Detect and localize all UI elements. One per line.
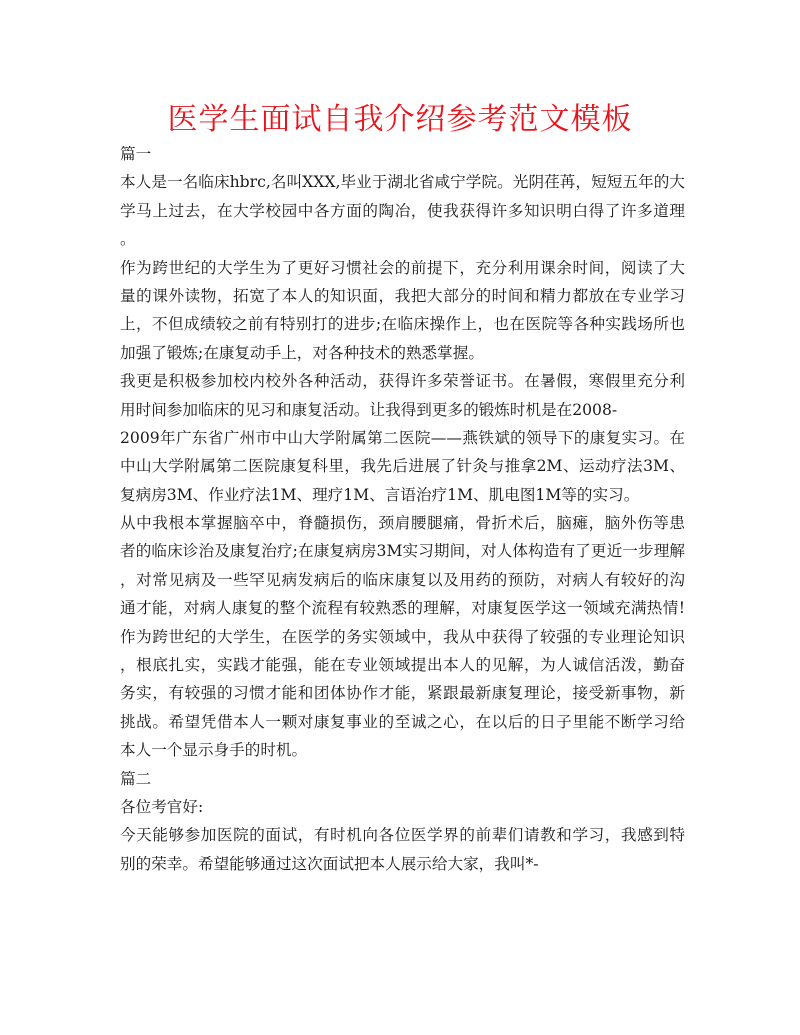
text-line: 加强了锻炼;在康复动手上，对各种技术的熟悉掌握。: [120, 343, 484, 362]
text-line: 篇一: [120, 145, 152, 163]
text-line: 中山大学附属第二医院康复科里，我先后进展了针灸与推拿2M、运动疗法3M、: [120, 457, 685, 476]
text-line: 我更是积极参加校内校外各种活动，获得许多荣誉证书。在暑假，寒假里充分利: [120, 372, 685, 391]
text-line: 量的课外读物，拓宽了本人的知识面，我把大部分的时间和精力都放在专业学习: [120, 286, 685, 305]
text-line: 学马上过去，在大学校园中各方面的陶冶，使我获得许多知识明白得了许多道理: [120, 201, 685, 220]
text-line: 务实，有较强的习惯才能和团体协作才能，紧跟最新康复理论，接受新事物，新: [120, 684, 685, 703]
text-line: 本人一个显示身手的时机。: [120, 741, 308, 760]
text-line: 篇二: [120, 769, 152, 788]
text-line: 别的荣幸。希望能够通过这次面试把本人展示给大家，我叫*-: [120, 854, 539, 873]
text-line: ，对常见病及一些罕见病发病后的临床康复以及用药的预防，对病人有较好的沟: [120, 570, 685, 589]
text-line: 作为跨世纪的大学生，在医学的务实领域中，我从中获得了较强的专业理论知识: [120, 627, 685, 646]
text-line: 。: [120, 230, 136, 249]
text-line: 上，不但成绩较之前有特别打的进步;在临床操作上，也在医院等各种实践场所也: [120, 315, 685, 334]
text-line: 从中我根本掌握脑卒中，脊髓损伤，颈肩腰腿痛，骨折术后，脑瘫，脑外伤等患: [120, 514, 685, 533]
text-line: 通才能，对病人康复的整个流程有较熟悉的理解，对康复医学这一领域充满热情!: [120, 599, 685, 618]
text-line: 作为跨世纪的大学生为了更好习惯社会的前提下，充分利用课余时间，阅读了大: [120, 258, 685, 277]
text-line: 用时间参加临床的见习和康复活动。让我得到更多的锻炼时机是在2008-: [120, 400, 618, 419]
document-title: 医学生面试自我介绍参考范文模板: [167, 102, 633, 137]
text-line: ，根底扎实，实践才能强，能在专业领域提出本人的见解，为人诚信活泼，勤奋: [120, 656, 685, 675]
text-line: 2009年广东省广州市中山大学附属第二医院——燕铁斌的领导下的康复实习。在: [120, 428, 685, 447]
text-line: 挑战。希望凭借本人一颗对康复事业的至诚之心，在以后的日子里能不断学习给: [120, 712, 685, 731]
text-line: 各位考官好:: [120, 797, 204, 816]
text-line: 者的临床诊治及康复治疗;在康复病房3M实习期间，对人体构造有了更近一步理解: [120, 542, 685, 561]
text-line: 今天能够参加医院的面试，有时机向各位医学界的前辈们请教和学习，我感到特: [120, 826, 685, 845]
text-line: 复病房3M、作业疗法1M、理疗1M、言语治疗1M、肌电图1M等的实习。: [120, 485, 640, 504]
document-body: [120, 140, 685, 878]
text-line: 本人是一名临床hbrc,名叫XXX,毕业于湖北省咸宁学院。光阴荏苒，短短五年的大: [120, 173, 685, 192]
